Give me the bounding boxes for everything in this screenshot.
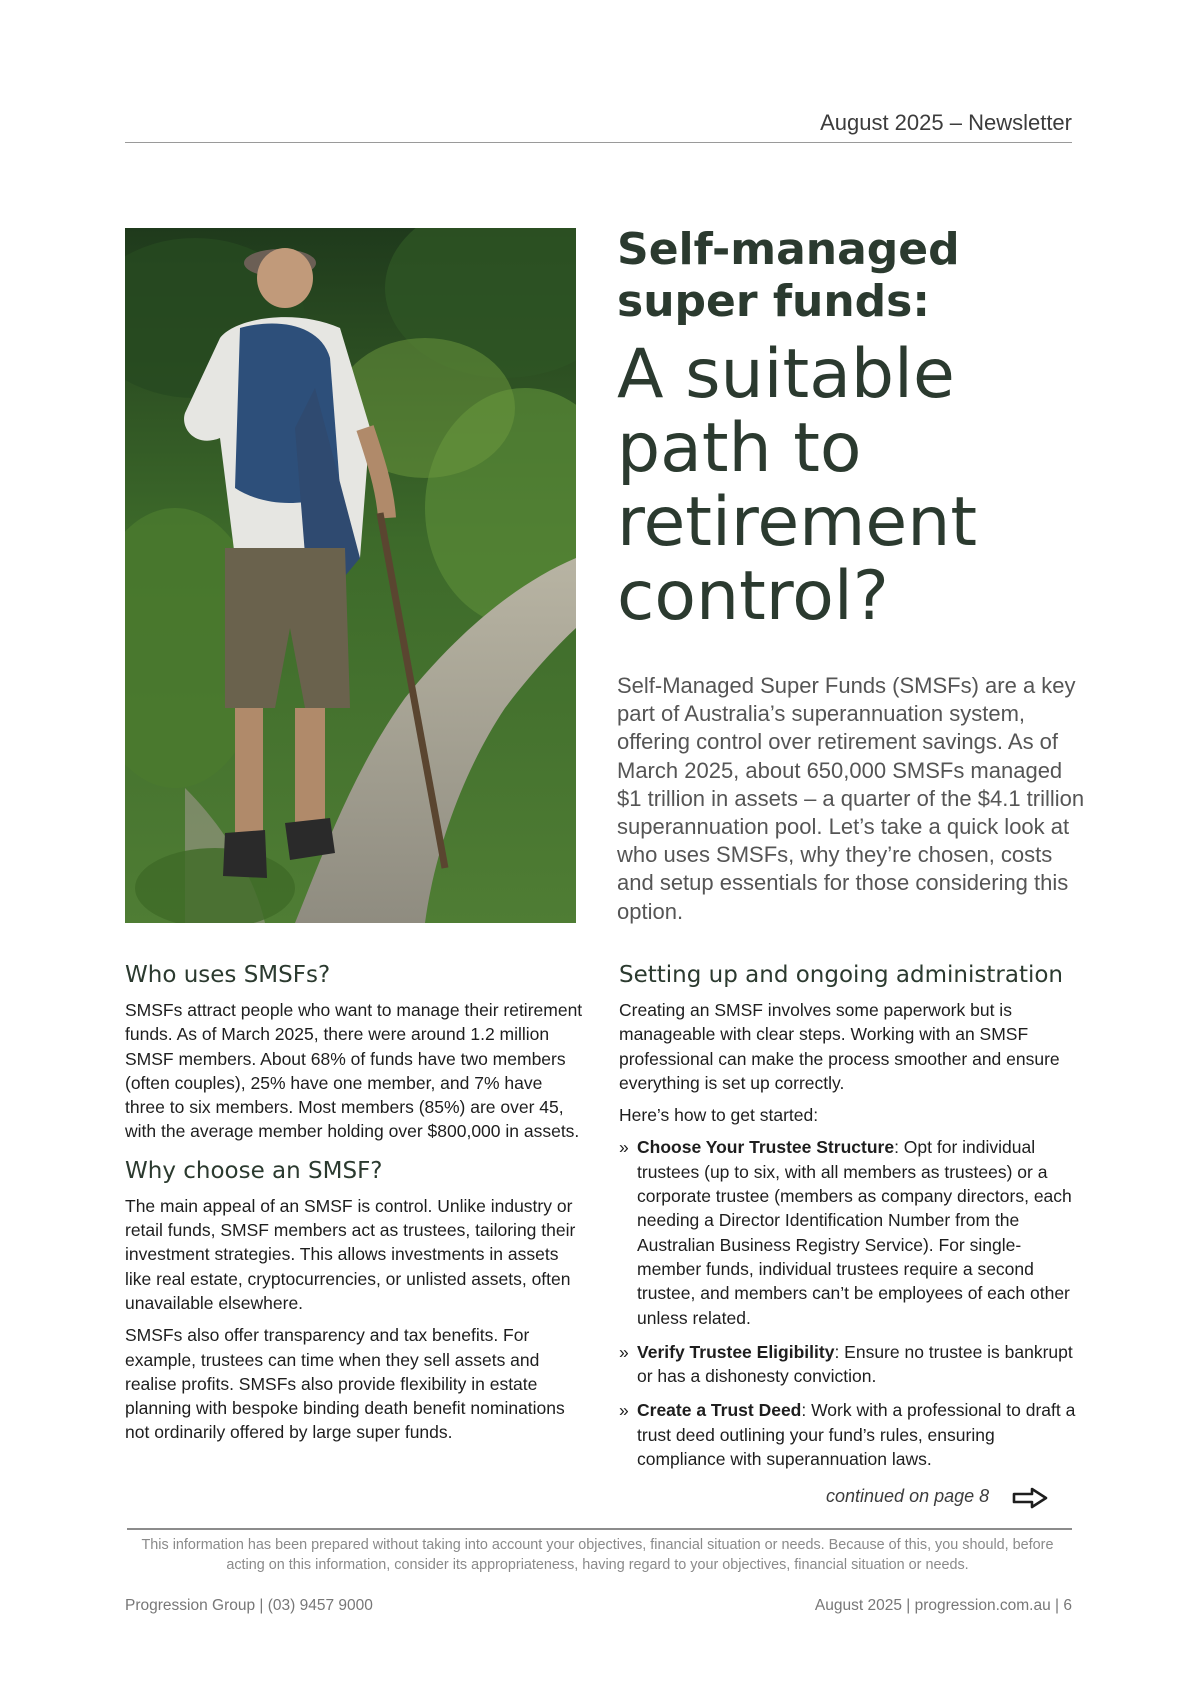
hiker-photo: [125, 228, 576, 923]
footer-company-contact: Progression Group | (03) 9457 9000: [125, 1597, 373, 1614]
section-heading-why: Why choose an SMSF?: [125, 1157, 383, 1184]
section-body-why-1: The main appeal of an SMSF is control. Unlike industry or retail funds, SMSF members act as trustees, tailoring their investment strategies. This allows investments in assets like real estate, cryptocurrencies, or unlisted assets, often unavailable elsewhere.: [125, 1195, 576, 1313]
bullet-chevron-icon: »: [619, 1400, 629, 1421]
footer-divider: [127, 1528, 1072, 1530]
step-title: Choose Your Trustee Structure: [637, 1137, 895, 1158]
list-item: [619, 1398, 1079, 1471]
section-body-setup-1: Creating an SMSF involves some paperwork but is manageable with clear steps. Working with an SMSF professional can make the process smoother and ensure everything is set up correctly.: [619, 1000, 1060, 1093]
step-text: : Work with a professional to draft a trust deed outlining your fund’s rules, ensuring compliance with superannuation laws.: [637, 1400, 1076, 1470]
section-heading-who: Who uses SMSFs?: [125, 962, 331, 988]
left-column: [125, 960, 585, 1453]
section-body-who: SMSFs attract people who want to manage their retirement funds. As of March 2025, there were around 1.2 million SMSF members. About 68% of funds have two members (often couples), 25% have one member, and 7% have three to six members. Most members (85%) are over 45, with the average member holding over $800,000 in assets.: [125, 1000, 583, 1142]
step-text: : Opt for individual trustees (up to six, with all members as trustees) or a corporate trustee (members as company directors, each needing a Director Identification Number from the Australian Business Registry Service). For single-member funds, individual trustees require a second trustee, and members can’t be employees of each other unless related.: [637, 1137, 1072, 1328]
article-title-subheading: A suitable path to retirement control?: [617, 335, 977, 636]
article-intro: Self-Managed Super Funds (SMSFs) are a key part of Australia’s superannuation system, offering control over retirement savings. As of March 2025, about 650,000 SMSFs managed $1 trillion in assets – a quarter of the $4.1 trillion superannuation pool. Let’s take a quick look at who uses SMSFs, why they’re chosen, costs and setup essentials for those considering this option.: [617, 673, 1085, 924]
setup-steps-list: [619, 1135, 1079, 1471]
disclaimer: This information has been prepared without taking into account your objectives, financial situation or needs. Because of this, you should, before acting on this information, consider its appropriateness, having regard to your objectives, financial situation or needs.: [141, 1537, 1054, 1573]
section-body-setup-2: Here’s how to get started:: [619, 1105, 819, 1126]
bullet-chevron-icon: »: [619, 1137, 629, 1158]
bullet-chevron-icon: »: [619, 1341, 629, 1362]
step-text: : Ensure no trustee is bankrupt or has a dishonesty conviction.: [637, 1341, 1073, 1387]
article-title-bold: Self-managed super funds:: [617, 224, 960, 327]
hiker-illustration: [125, 228, 576, 923]
step-title: Verify Trustee Eligibility: [637, 1341, 835, 1362]
section-body-why-2: SMSFs also offer transparency and tax benefits. For example, trustees can time when they sell assets and realise profits. SMSFs also provide flexibility in estate planning with bespoke binding death benefit nominations not ordinarily offered by large super funds.: [125, 1325, 565, 1443]
arrow-right-outline-icon[interactable]: [1012, 1487, 1048, 1509]
list-item: [619, 1340, 1079, 1389]
newsletter-header: August 2025 – Newsletter: [820, 110, 1072, 135]
header-divider: [125, 142, 1072, 143]
continued-link[interactable]: continued on page 8: [826, 1486, 990, 1506]
list-item: [619, 1135, 1079, 1329]
footer-page-info: August 2025 | progression.com.au | 6: [814, 1597, 1072, 1614]
right-column: [619, 960, 1079, 1481]
step-title: Create a Trust Deed: [637, 1400, 802, 1421]
section-heading-setup: Setting up and ongoing administration: [619, 962, 1063, 988]
